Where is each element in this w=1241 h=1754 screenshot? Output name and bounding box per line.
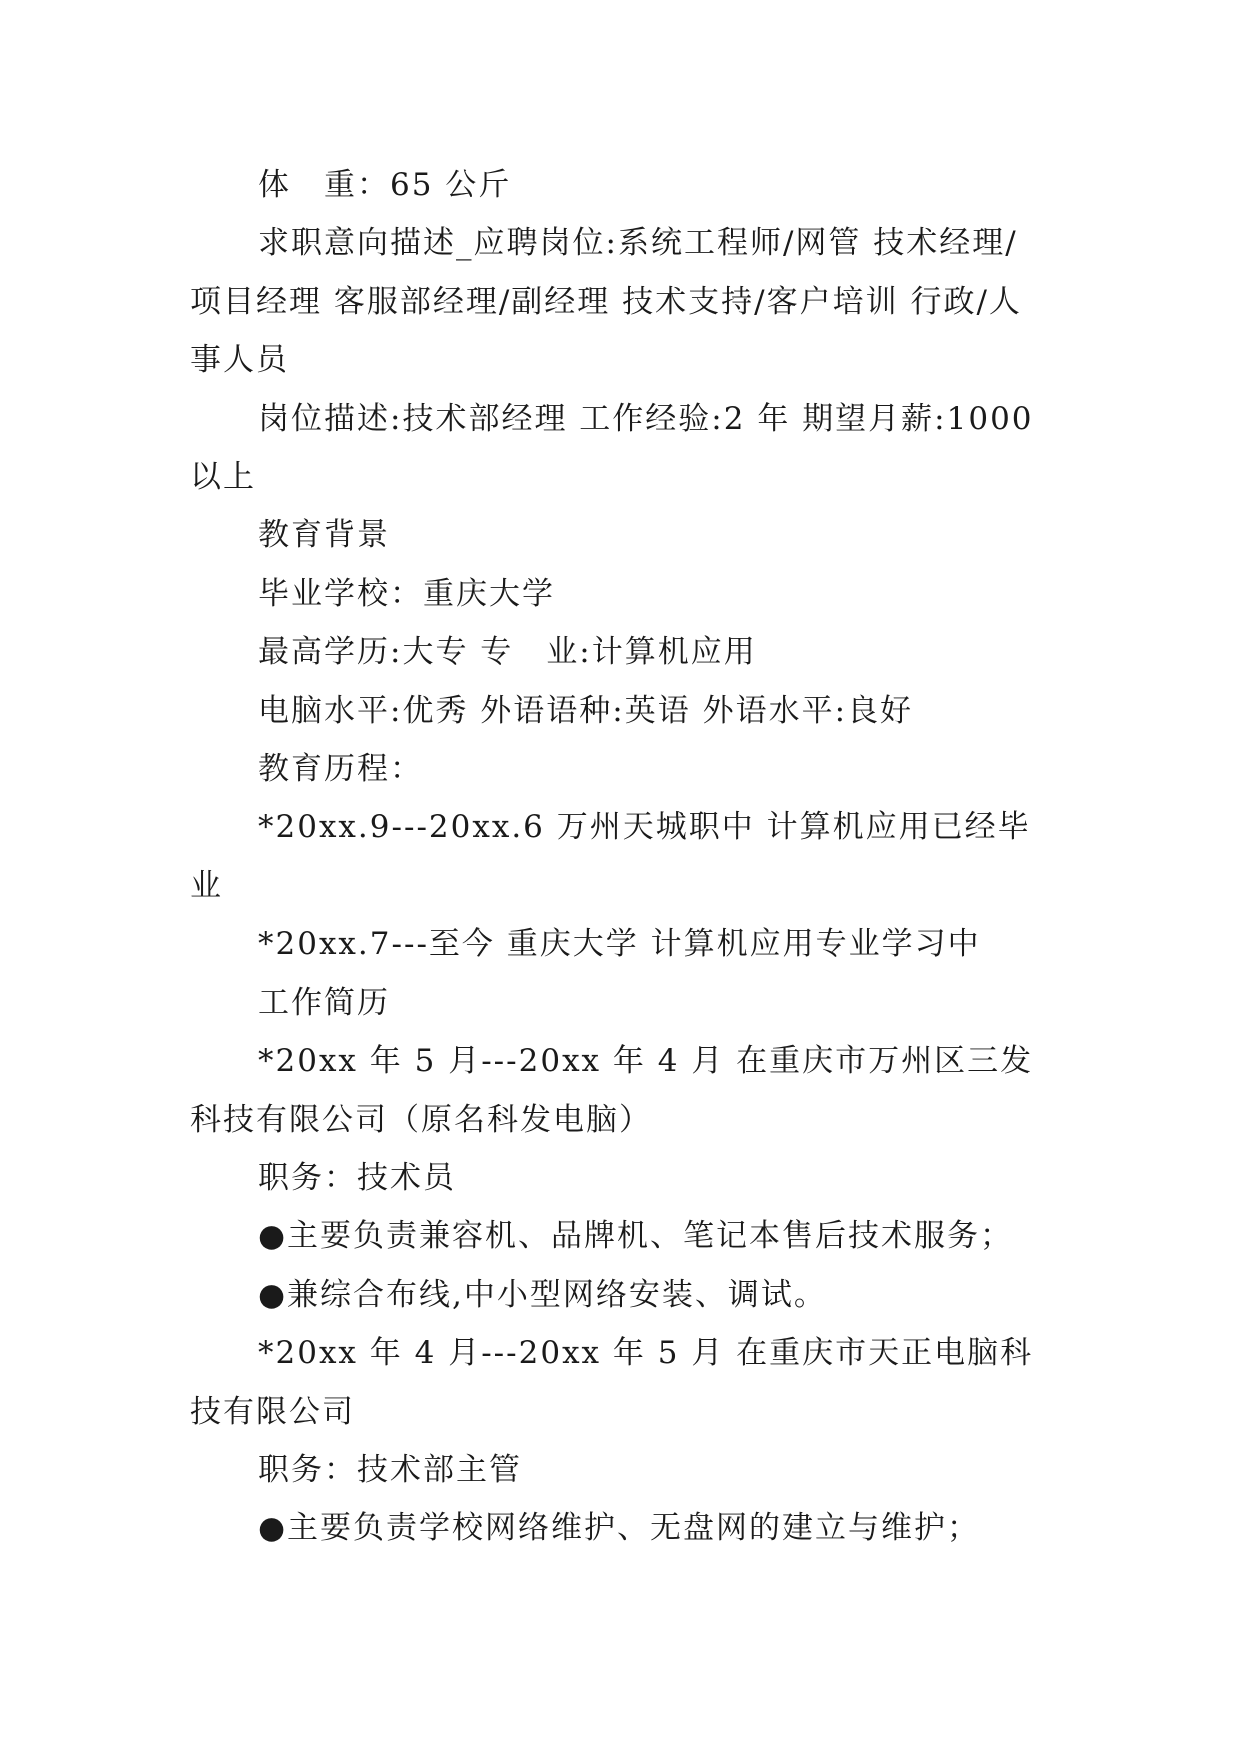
job-title-line: 职务：技术部主管 bbox=[258, 1451, 522, 1488]
duty-bullet: ●兼综合布线,中小型网络安装、调试。 bbox=[258, 1276, 827, 1313]
education-entry: *20xx.9---20xx.6 万州天城职中 计算机应用已经毕业 bbox=[190, 809, 1031, 904]
position-description-line: 岗位描述:技术部经理 工作经验:2 年 期望月薪:1000 以上 bbox=[190, 400, 1046, 496]
work-entry: *20xx 年 4 月---20xx 年 5 月 在重庆市天正电脑科技有限公司 bbox=[190, 1335, 1034, 1430]
duty-bullet: ●主要负责学校网络维护、无盘网的建立与维护； bbox=[258, 1510, 981, 1547]
work-entry: *20xx 年 5 月---20xx 年 4 月 在重庆市万州区三发科技有限公司（原名科发电脑） bbox=[190, 1043, 1034, 1138]
weight-line: 体 重：65 公斤 bbox=[258, 167, 512, 203]
graduate-school-line: 毕业学校：重庆大学 bbox=[258, 575, 555, 612]
work-history-heading: 工作简历 bbox=[258, 984, 390, 1021]
education-history-heading: 教育历程： bbox=[258, 751, 423, 788]
highest-degree-line: 最高学历:大专 专 业:计算机应用 bbox=[258, 634, 757, 671]
computer-language-level-line: 电脑水平:优秀 外语语种:英语 外语水平:良好 bbox=[258, 692, 914, 729]
document-body bbox=[190, 156, 1050, 1558]
duty-bullet: ●主要负责兼容机、品牌机、笔记本售后技术服务； bbox=[258, 1218, 1014, 1255]
education-entry: *20xx.7---至今 重庆大学 计算机应用专业学习中 bbox=[258, 926, 981, 963]
education-heading: 教育背景 bbox=[258, 517, 390, 554]
job-intent-line: 求职意向描述_应聘岗位:系统工程师/网管 技术经理/项目经理 客服部经理/副经理 技术支持/客户培训 行政/人事人员 bbox=[190, 225, 1022, 379]
job-title-line: 职务：技术员 bbox=[258, 1159, 456, 1196]
